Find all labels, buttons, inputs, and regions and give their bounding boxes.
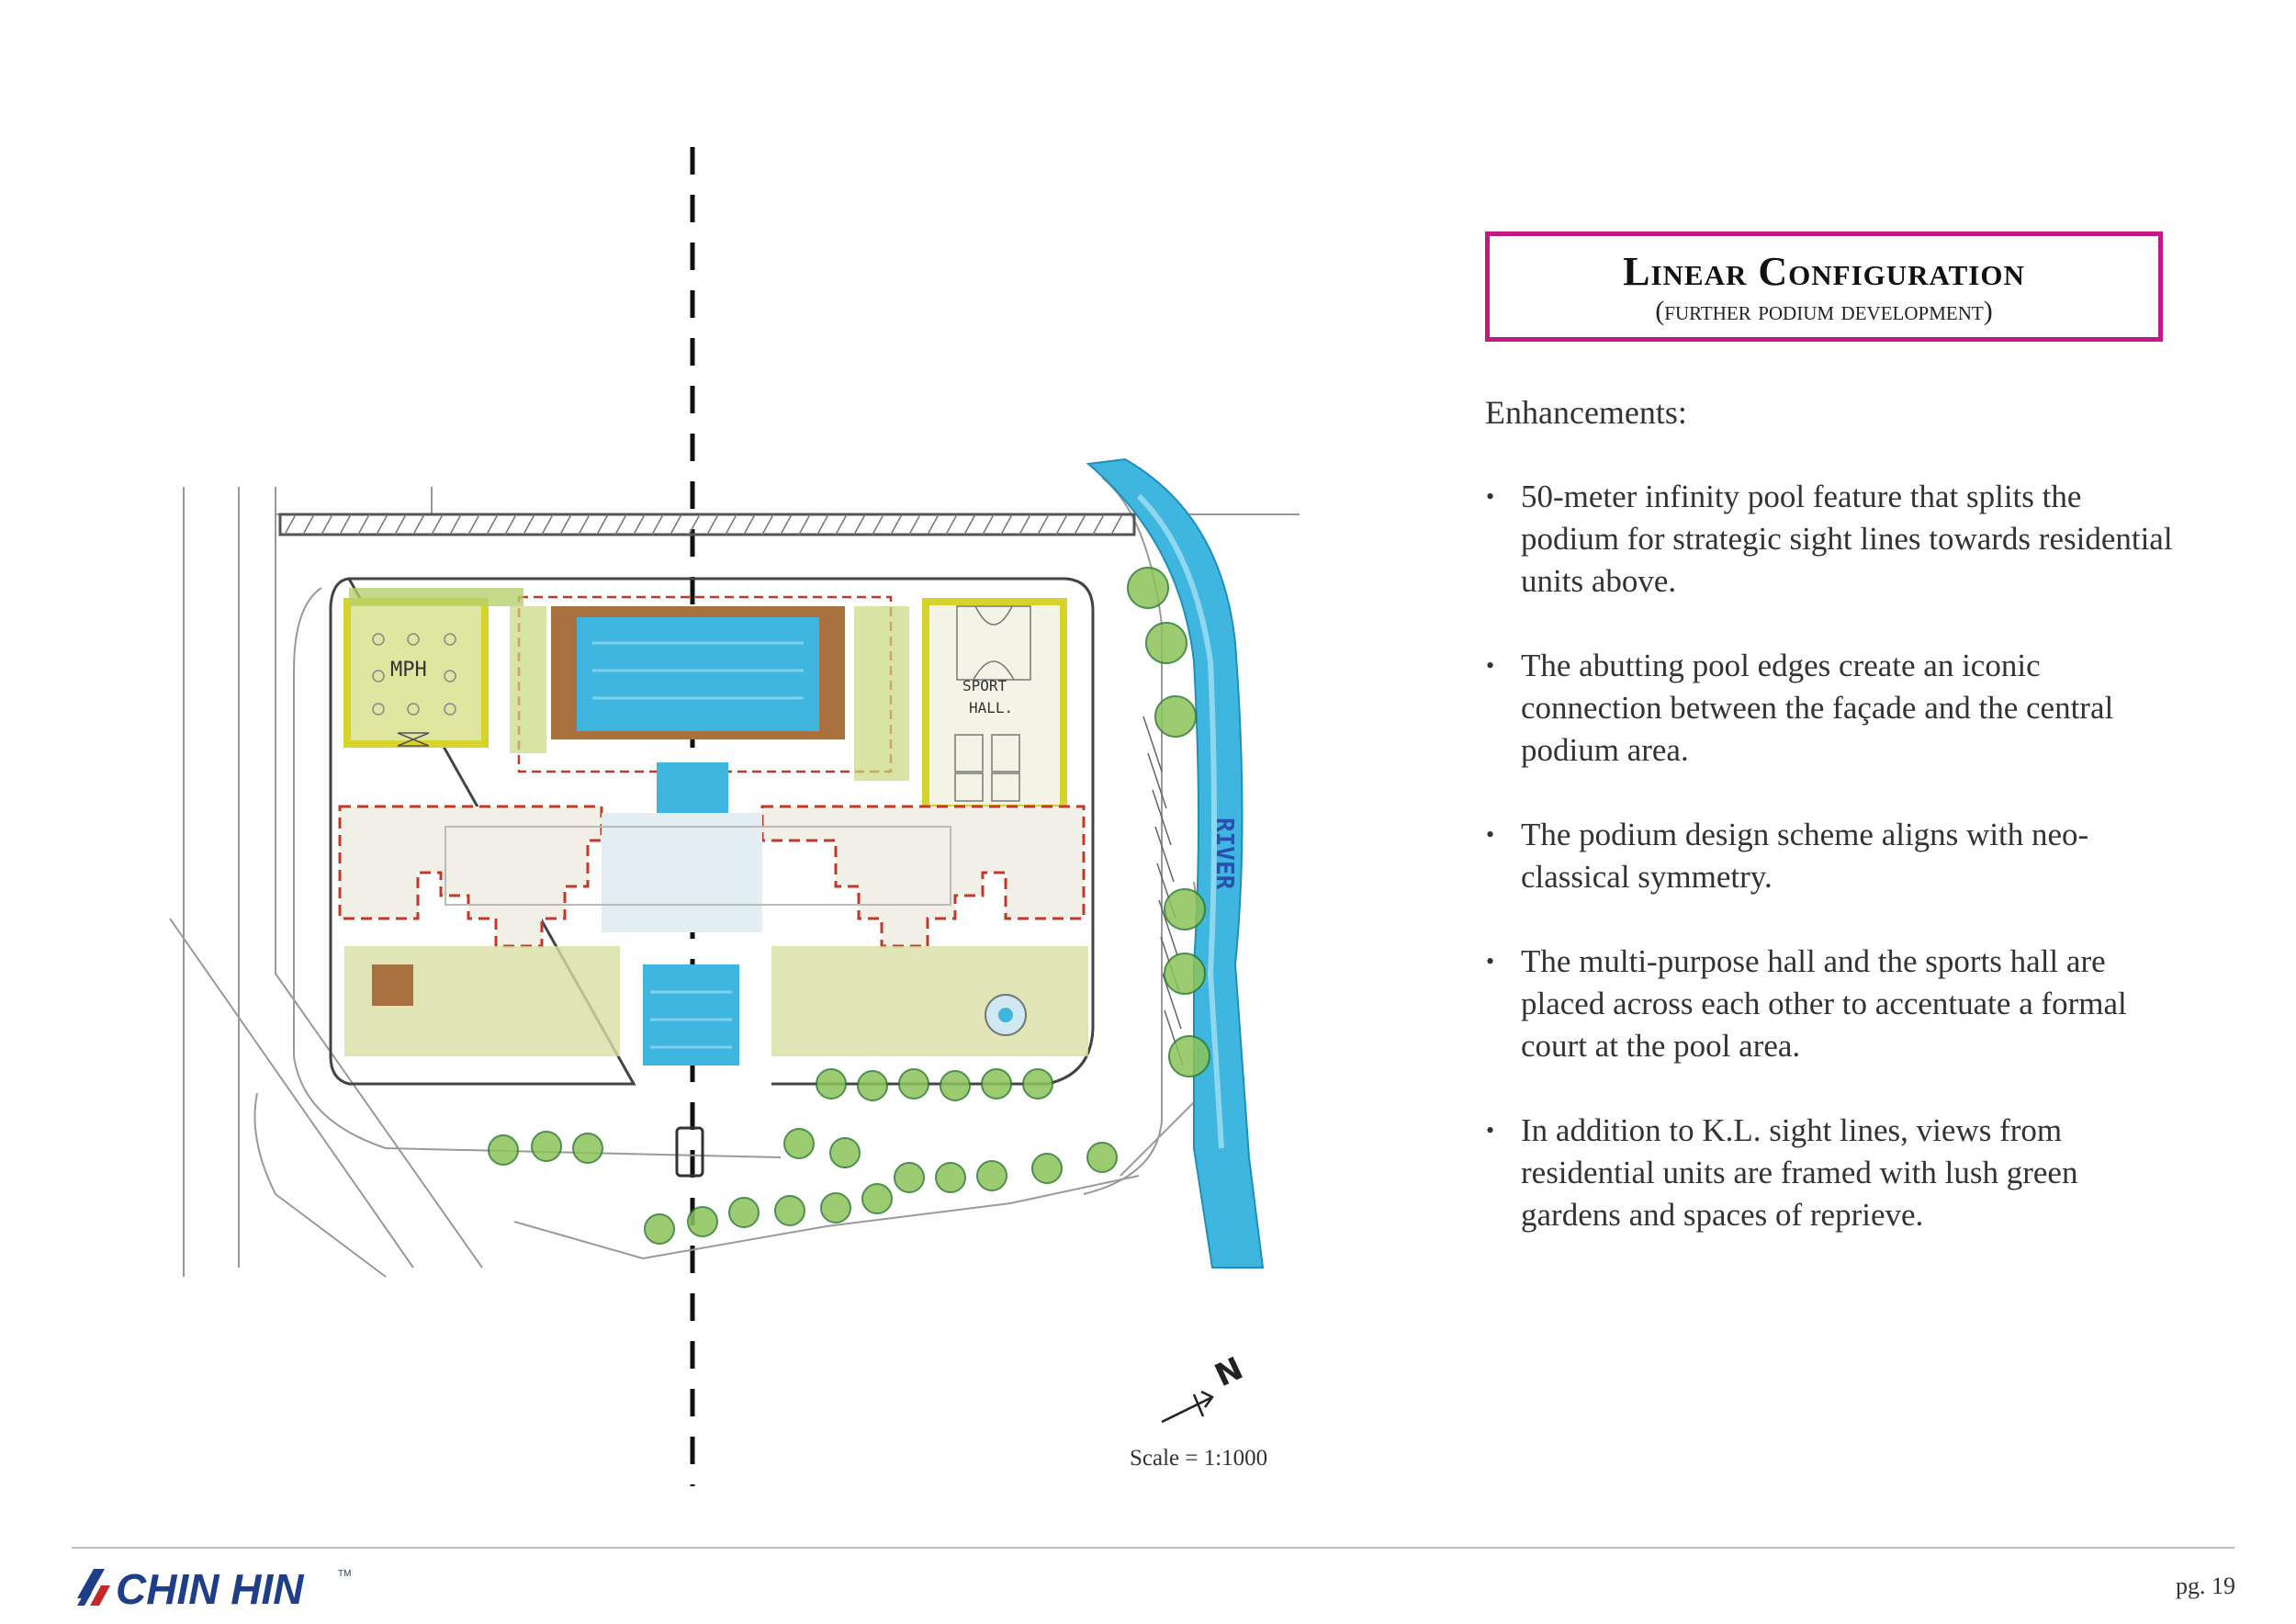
page-title: Linear Configuration [1623,249,2025,294]
garden-upper-left [349,588,523,606]
sport-hall-label-2: HALL. [969,699,1014,716]
footer-divider [72,1547,2234,1549]
page-subtitle: (further podium development) [1655,296,1993,326]
list-item: • The podium design scheme aligns with neo-classical symmetry. [1486,814,2184,898]
logo-tm: TM [338,1569,352,1579]
list-item: • In addition to K.L. sight lines, views from residential units are framed with lush green gardens and spaces of reprieve. [1486,1110,2184,1236]
lower-pool [643,964,739,1066]
mph-label: MPH [390,659,427,682]
central-court [602,813,762,932]
drop-off [677,1128,703,1176]
sport-hall-label-1: SPORT [962,677,1007,694]
list-item: • 50-meter infinity pool feature that splits the podium for strategic sight lines towards residential units above. [1486,476,2184,603]
garden-upper-right [854,606,909,781]
garden-lower-right [771,946,1088,1056]
bullet-icon: • [1486,821,1495,848]
deck-lower-left [372,964,413,1006]
bullet-icon: • [1486,1117,1495,1144]
bullet-icon: • [1486,948,1495,975]
bullet-icon: • [1486,652,1495,679]
list-item: • The abutting pool edges create an iconic connection between the façade and the central podium area. [1486,645,2184,772]
scale-label: Scale = 1:1000 [1130,1446,1268,1471]
river-label: RIVER [1210,818,1238,890]
enhancements-list [1486,476,2184,1279]
page-number: pg. 19 [2176,1573,2235,1599]
pool-connector [657,762,728,818]
enhancements-heading: Enhancements: [1485,394,1687,431]
north-arrow [1162,1392,1212,1422]
garden-upper-mid [510,606,546,753]
title-box [1485,231,2163,342]
north-label: N [1209,1349,1249,1395]
logo-mark-icon [77,1569,110,1606]
list-item: • The multi-purpose hall and the sports hall are placed across each other to accentuate a formal court at the pool area. [1486,941,2184,1067]
upper-pool [577,617,819,731]
logo-text: CHIN HIN [116,1565,304,1613]
chin-hin-logo [73,1562,358,1613]
bullet-icon: • [1486,483,1495,510]
